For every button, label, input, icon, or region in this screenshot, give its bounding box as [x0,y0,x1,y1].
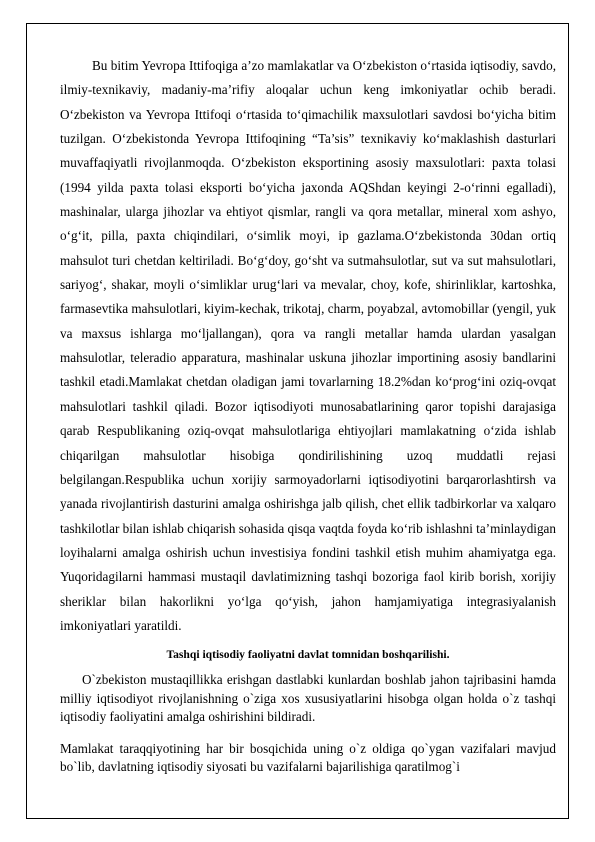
paragraph-eu-trade: Bu bitim Yevropa Ittifoqiga a’zo mamlakatlar va O‘zbekiston o‘rtasida iqtisodiy, savdo, ilmiy-texnikaviy, madaniy-ma’rifiy aloqalar uchun keng imkoniyatlar ochib beradi. O‘zbekiston va Yevropa Ittifoqi o‘rtasida to‘qimachilik maxsulotlari savdosi bo‘yicha bitim tuzilgan. O‘zbekistonda Yevropa Ittifoqining “Ta’sis” texnikaviy ko‘maklashish dasturlari muvaffaqiyatli rivojlanmoqda. O‘zbekiston eksportining asosiy maxsulotlari: paxta tolasi (1994 yilda paxta tolasi eksporti bo‘yicha jaxonda AQShdan keyingi 2-o‘rinni egalladi), mashinalar, ularga jihozlar va ehtiyot qismlar, rangli va qora metallar, mineral xom ashyo, o‘g‘it, pilla, paxta chiqindilari, o‘simlik moyi, ip gazlama.O‘zbekistonda 30dan ortiq mahsulot turi chetdan keltiriladi. Bo‘g‘doy, go‘sht va sutmahsulotlar, sut va sut mahsulotlari, sariyog‘, shakar, moyli o‘simliklar urug‘lari va mevalar, choy, kofe, shirinliklar, kartoshka, farmasevtika mahsulotlari, kiyim-kechak, trikotaj, charm, poyabzal, avtomobillar (yengil, yuk va maxsus ishlarga mo‘ljallangan), qora va rangli metallar hamda ulardan yasalgan mahsulotlar, teleradio apparatura, mashinalar uskuna jihozlar importining asosiy bandlarini tashkil etadi.Mamlakat chetdan oladigan jami tovarlarning 18.2%dan ko‘prog‘ini oziq-ovqat mahsulotlari tashkil qiladi. Bozor iqtisodiyoti munosabatlarining qaror topishi darajasiga qarab Respublikaning oziq-ovqat mahsulotlariga ehtiyojlari mamlakatning o‘zida ishlab chiqarilgan mahsulotlar hisobiga qondirilishining uzoq muddatli rejasi belgilangan.Respublika uchun xorijiy sarmoyadorlarni iqtisodiyotini barqarorlashtirsh va yanada rivojlantirish dasturini amalga oshirishga jalb qilish, chet ellik tadbirkorlar va xalqaro tashkilotlar bilan ishlab chiqarish sohasida qisqa vaqtda foyda ko‘rib ishlashni ta’minlaydigan loyihalarni amalga oshirish uchun investisiya fondini tashkil etish muhim ahamiyatga ega. Yuqoridagilarni hammasi mustaqil davlatimizning tashqi bozoriga faol kirib borish, xorijiy sheriklar bilan hakorlikni yo‘lga qo‘yish, jahon hamjamiyatiga integrasiyalanish imkoniyatlari yaratildi. [60,58,556,633]
section-heading: Tashqi iqtisodiy faoliyatni davlat tomnidan boshqarilishi. [166,648,450,662]
document-body [60,54,556,776]
paragraph-development-stages: Mamlakat taraqqiyotining har bir bosqichida uning o`z oldiga qo`ygan vazifalari mavjud bo`lib, davlatning iqtisodiy siyosati bu vazifalarni bajarilishiga qaratilmog`i [60,740,556,775]
paragraph-independence: O`zbekiston mustaqillikka erishgan dastlabki kunlardan boshlab jahon tajribasini hamda milliy iqtisodiyot rivojlanishning o`ziga xos xususiyatlarini hisobga olgan holda o`z tashqi iqtisodiy faoliyatini amalga oshirishini bildiradi. [60,672,556,725]
